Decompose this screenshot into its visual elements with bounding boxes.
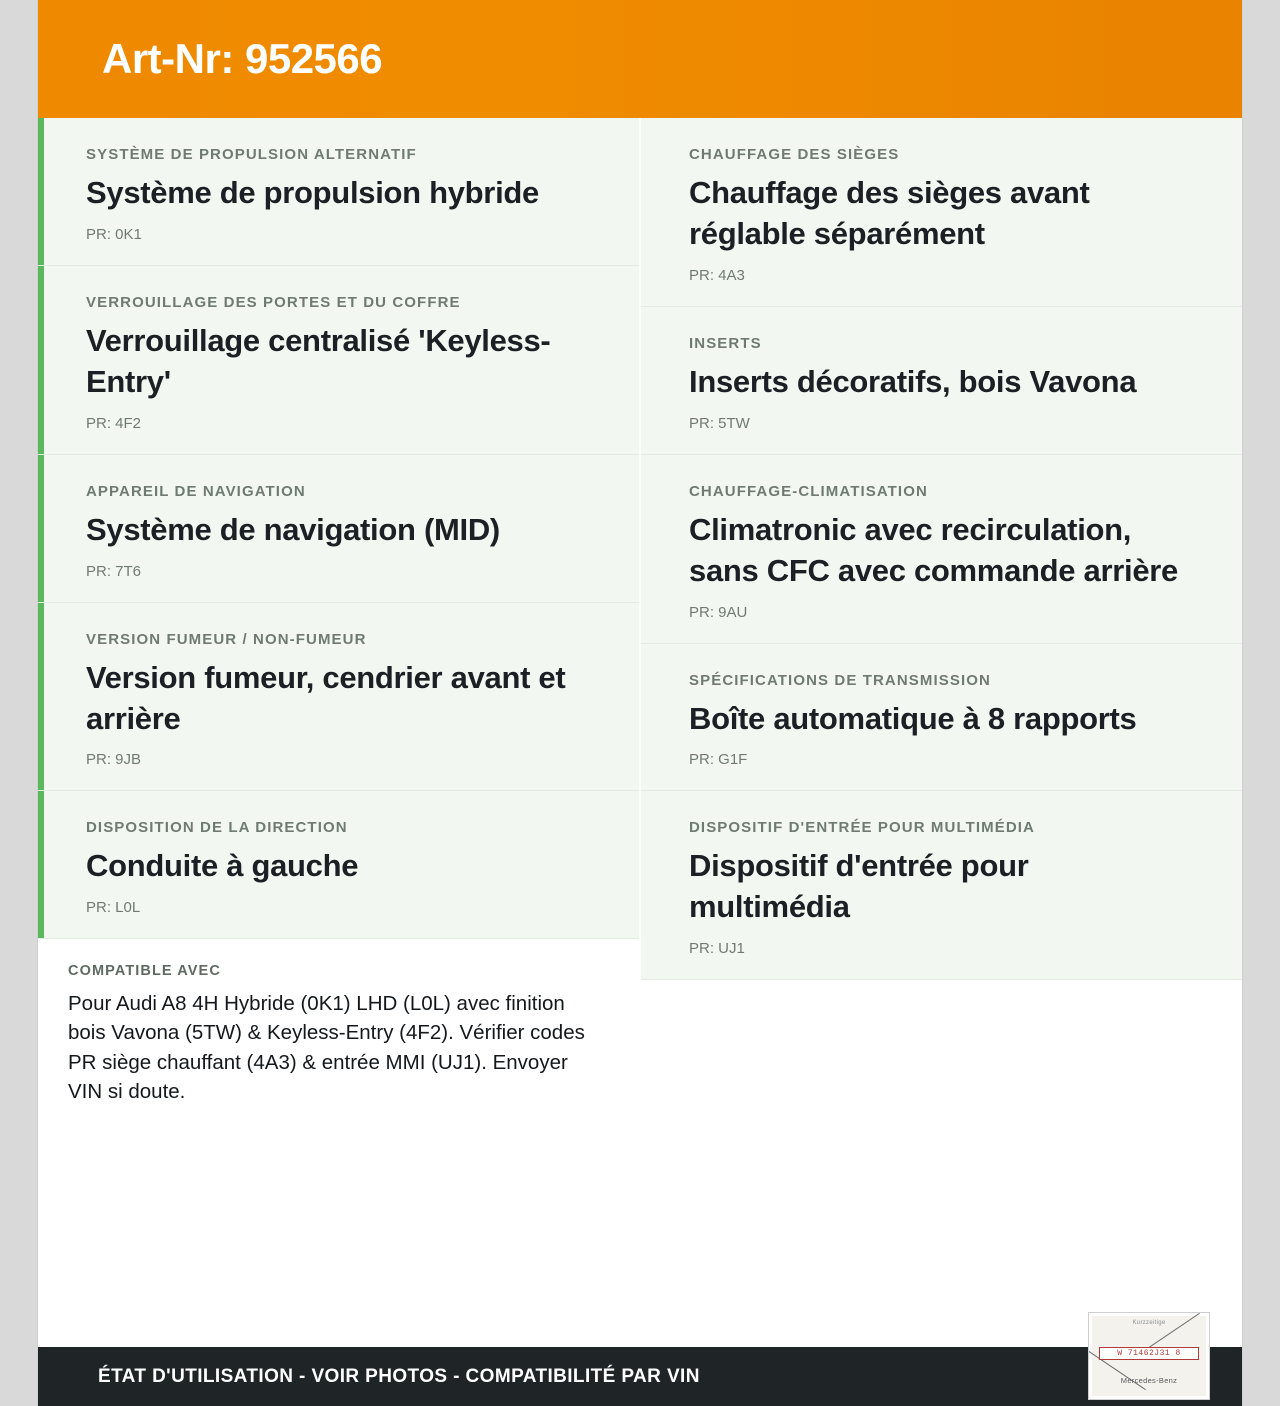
listing-page [38, 0, 1242, 1406]
right-column [641, 118, 1242, 980]
feature-category: CHAUFFAGE-CLIMATISATION [689, 482, 928, 500]
stamp-band [1099, 1347, 1199, 1360]
feature-item[interactable] [641, 455, 1242, 644]
feature-category: DISPOSITIF D'ENTRÉE POUR MULTIMÉDIA [689, 819, 1035, 837]
compatibility-text: Pour Audi A8 4H Hybride (0K1) LHD (L0L) avec finition bois Vavona (5TW) & Keyless-Entry (4F2). Vérifier codes PR siège chauffant (4A3) & entrée MMI (UJ1). Envoyer VIN si doute. [68, 992, 585, 1103]
stamp-band-text: W 71462J31 8 [1117, 1349, 1181, 1358]
feature-pr-code: PR: 5TW [689, 414, 750, 432]
left-column [38, 118, 639, 1132]
feature-item[interactable] [38, 455, 639, 603]
feature-name: Système de propulsion hybride [86, 175, 539, 210]
feature-item[interactable] [38, 603, 639, 792]
feature-name: Dispositif d'entrée pour multimédia [689, 848, 1029, 925]
envelope-top-text: Kurzzeitige [1132, 1320, 1166, 1326]
feature-category: SPÉCIFICATIONS DE TRANSMISSION [689, 671, 991, 689]
features-columns [38, 118, 1242, 1347]
feature-category: CHAUFFAGE DES SIÈGES [689, 146, 900, 163]
feature-name: Conduite à gauche [86, 848, 359, 884]
feature-category: DISPOSITION DE LA DIRECTION [86, 819, 348, 837]
feature-pr-code: PR: 4A3 [689, 266, 745, 284]
feature-pr-code: PR: UJ1 [689, 940, 745, 958]
feature-pr-code: PR: 4F2 [86, 414, 142, 432]
feature-category: APPAREIL DE NAVIGATION [86, 482, 306, 500]
feature-pr-code: PR: 0K1 [86, 225, 142, 243]
page-title: Art-Nr: 952566 [102, 35, 383, 82]
feature-pr-code: PR: L0L [86, 899, 141, 917]
footer-notice: ÉTAT D'UTILISATION - VOIR PHOTOS - COMPATIBILITÉ PAR VIN [98, 1365, 700, 1387]
feature-name: Système de navigation (MID) [86, 511, 500, 547]
compatibility-block [38, 939, 639, 1131]
feature-category: VERROUILLAGE DES PORTES ET DU COFFRE [86, 293, 461, 311]
stamp-brand-text: Mercedes-Benz [1120, 1376, 1178, 1385]
envelope-stamp-image [1088, 1312, 1210, 1400]
feature-item[interactable] [641, 791, 1242, 980]
feature-name: Chauffage des sièges avant réglable séparément [689, 175, 1090, 251]
page-footer [38, 1320, 1242, 1406]
feature-name: Verrouillage centralisé 'Keyless-Entry' [86, 322, 551, 399]
feature-pr-code: PR: 7T6 [86, 562, 142, 580]
compatibility-label: COMPATIBLE AVEC [68, 963, 221, 980]
feature-name: Inserts décoratifs, bois Vavona [689, 363, 1137, 399]
feature-name: Climatronic avec recirculation, sans CFC avec commande arrière [689, 511, 1178, 588]
feature-item[interactable] [641, 118, 1242, 307]
feature-pr-code: PR: 9JB [86, 751, 142, 769]
feature-item[interactable] [641, 644, 1242, 792]
feature-category: SYSTÈME DE PROPULSION ALTERNATIF [86, 146, 417, 163]
feature-category: VERSION FUMEUR / NON-FUMEUR [86, 630, 367, 648]
feature-item[interactable] [38, 266, 639, 455]
feature-category: INSERTS [689, 334, 762, 352]
feature-name: Boîte automatique à 8 rapports [689, 700, 1137, 736]
page-header [38, 0, 1242, 118]
feature-item[interactable] [38, 118, 639, 266]
feature-pr-code: PR: 9AU [689, 603, 748, 621]
feature-name: Version fumeur, cendrier avant et arrière [86, 659, 566, 736]
feature-item[interactable] [38, 791, 639, 939]
feature-item[interactable] [641, 307, 1242, 455]
feature-pr-code: PR: G1F [689, 751, 748, 769]
